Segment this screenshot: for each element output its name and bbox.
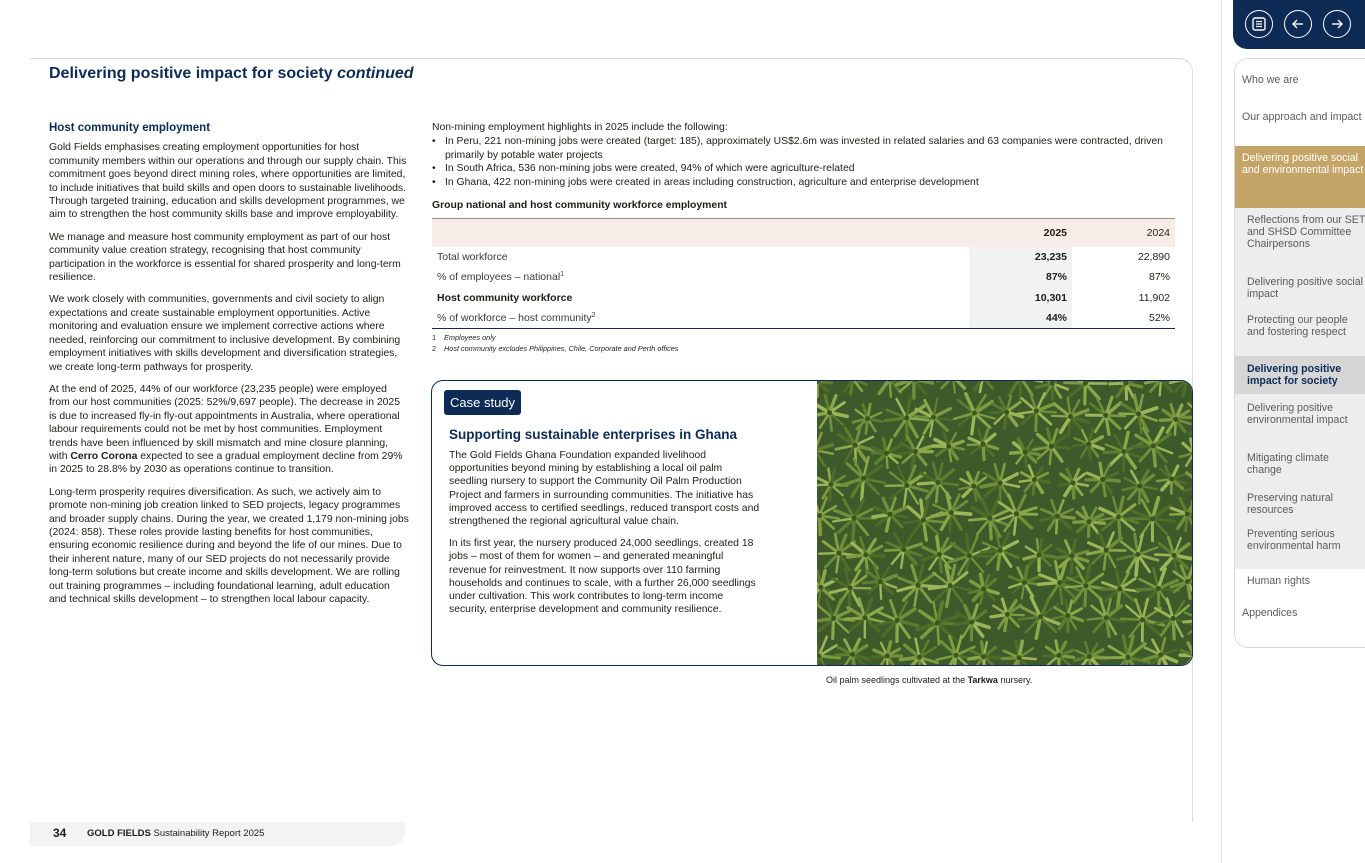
- page-title: Delivering positive impact for society continued: [49, 65, 414, 82]
- row-label: Total workforce: [437, 250, 508, 263]
- case-paragraph-1: The Gold Fields Ghana Foundation expanded livelihood opportunities beyond mining by establishing a local oil palm seedling nursery to support the Community Oil Palm Production Project and farmers in surrounding communities. The initiative has improved access to certified seedlings, reduced transport costs and strengthened the regional agricultural value chain.: [449, 450, 760, 528]
- column-header-2024: 2024: [1072, 219, 1175, 247]
- contents-icon: [1251, 16, 1267, 32]
- contents-button[interactable]: [1245, 10, 1273, 38]
- cell-2025: 44%: [969, 308, 1072, 329]
- row-label: Host community workforce: [437, 291, 573, 304]
- cell-2024: 22,890: [1137, 250, 1170, 263]
- non-mining-highlights: [432, 121, 1177, 190]
- nav-item-reflections[interactable]: Reflections from our SET and SHSD Committee Chairpersons: [1235, 208, 1365, 267]
- nav-item-who-we-are[interactable]: Who we are: [1242, 74, 1299, 86]
- oil-palm-photo: [817, 381, 1193, 666]
- nav-item-positive-social-environmental[interactable]: Delivering positive social and environmental impact: [1235, 146, 1365, 208]
- workforce-table: [432, 218, 1175, 329]
- footnote: 2 Host community excludes Philippines, Chile, Corporate and Perth offices: [432, 343, 679, 353]
- next-page-button[interactable]: [1323, 10, 1351, 38]
- table-header-blank: [432, 219, 969, 247]
- nav-divider: [1221, 0, 1222, 863]
- paragraph-1: Gold Fields emphasises creating employment opportunities for host community members within our operations and through our supply chain. This commitment goes beyond direct mining roles, where opportunities are limited, to include initiatives that build skills and open doors to sustainable livelihoods. Through targeted training, education and skills development programmes, we aim to strengthen the host community skills base and improve employability.: [49, 142, 407, 221]
- paragraph-3: We work closely with communities, governments and civil society to align expectations and create sustainable employment opportunities. Active monitoring and evaluation ensure we implement corrective actions where needed, reinforcing our commitment to inclusive development. By combining employment initiatives with skills development and diversification strategies, we create long-term pathways for prosperity.: [49, 294, 401, 373]
- previous-page-button[interactable]: [1284, 10, 1312, 38]
- case-study-body: [449, 449, 761, 625]
- nav-item-appendices[interactable]: Appendices: [1242, 607, 1298, 619]
- host-community-section: [49, 122, 409, 615]
- list-item: • In Peru, 221 non-mining jobs were created (target: 185), approximately US$2.6m was invested in related salaries and 63 companies were contracted, driven primarily by potable water projects: [432, 135, 1177, 163]
- cell-2024: 11,902: [1138, 291, 1170, 304]
- nav-item-environmental-impact[interactable]: Delivering positive environmental impact: [1235, 394, 1365, 444]
- page-number: 34: [53, 826, 67, 840]
- nav-item-natural-resources[interactable]: Preserving natural resources: [1235, 484, 1365, 524]
- table-row: [432, 308, 1175, 329]
- highlights-intro: Non-mining employment highlights in 2025 include the following:: [432, 122, 728, 133]
- list-item: • In South Africa, 536 non-mining jobs were created, 94% of which were agriculture-related: [432, 162, 1177, 176]
- case-paragraph-2: In its first year, the nursery produced 24,000 seedlings, created 18 jobs – most of them for women – and generated meaningful revenue for reinvestment. It now supports over 110 farming households and continues to scale, with a further 26,000 seedlings under cultivation. This work contributes to long-term income security, enterprise development and community resilience.: [449, 538, 756, 616]
- case-study-box: [431, 380, 1193, 666]
- nav-item-our-approach[interactable]: Our approach and impact: [1242, 111, 1362, 123]
- case-study-badge: Case study: [444, 390, 521, 415]
- cell-2024: 52%: [1072, 308, 1175, 329]
- nav-item-climate-change[interactable]: Mitigating climate change: [1235, 444, 1365, 484]
- row-label: % of employees – national$^1$: [437, 271, 565, 284]
- arrow-right-icon: [1329, 16, 1345, 32]
- row-label: % of workforce – host community$^2$: [432, 308, 969, 329]
- nav-item-environmental-harm[interactable]: Preventing serious environmental harm: [1235, 524, 1365, 569]
- paragraph-4: At the end of 2025, 44% of our workforce (23,235 people) were employed from our host communities (2025: 52%/9,697 people). The decrease in 2025 is due to increased fly-in fly-out appointments in Australia, where operational labour requirements could not be met by host communities. Employment trends have been influenced by skill mismatch and mine closure planning, with Cerro Corona expected to see a gradual employment decline from 29% in 2025 to 28.8% by 2030 as operations continue to transition.: [49, 383, 403, 476]
- column-header-2025: 2025: [969, 219, 1072, 247]
- table-footnotes: [432, 333, 678, 354]
- paragraph-5: Long-term prosperity requires diversification. As such, we actively aim to promote non-mining job creation linked to SED projects, legacy programmes and broader supply chains. During the year, we created 1,179 non-mining jobs (2024: 858). These roles provide lasting benefits for host communities, ensuring economic resilience during and beyond the life of our mines. Due to their inherent nature, many of our SED projects do not necessarily provide long-term solutions but create income and skills development. We are rolling out training programmes – including foundational learning, adult education and technical skills development – to strengthen local labour capacity.: [49, 486, 409, 605]
- table-title: Group national and host community workforce employment: [432, 200, 728, 211]
- highlights-list: [432, 135, 1177, 190]
- case-study-title: Supporting sustainable enterprises in Ghana: [449, 427, 738, 442]
- cell-2025: 87%: [969, 267, 1072, 288]
- cell-2024: 87%: [1148, 271, 1170, 284]
- table-row: [432, 247, 1175, 268]
- photo-caption: Oil palm seedlings cultivated at the Tarkwa nursery.: [826, 675, 1033, 685]
- paragraph-2: We manage and measure host community employment as part of our host community value creation strategy, recognising that host community participation in the workforce is essential for shared prosperity and long-term resilience.: [49, 231, 401, 284]
- table-row: [432, 288, 1175, 309]
- list-item: • In Ghana, 422 non-mining jobs were created in areas including construction, agriculture and enterprise development: [432, 176, 1177, 190]
- section-navigation: [1234, 58, 1365, 648]
- nav-item-human-rights[interactable]: Human rights: [1235, 569, 1365, 599]
- oil-palm-seedlings-image: [817, 381, 1193, 666]
- cell-2025: 23,235: [969, 247, 1072, 268]
- footnote: 1 Employees only: [432, 333, 496, 342]
- cell-2025: 10,301: [969, 288, 1072, 309]
- nav-item-impact-for-society[interactable]: Delivering positive impact for society: [1235, 356, 1365, 394]
- section-heading: Host community employment: [49, 122, 211, 134]
- nav-item-positive-social-impact[interactable]: Delivering positive social impact: [1235, 267, 1365, 307]
- arrow-left-icon: [1290, 16, 1306, 32]
- title-suffix: continued: [337, 65, 414, 82]
- table-row: [432, 267, 1175, 288]
- nav-toolbar: [1233, 0, 1365, 49]
- nav-item-protecting-people[interactable]: Protecting our people and fostering respect: [1235, 307, 1365, 356]
- footer-report-title: GOLD FIELDS Sustainability Report 2025: [87, 828, 265, 839]
- table-header-row: [432, 219, 1175, 247]
